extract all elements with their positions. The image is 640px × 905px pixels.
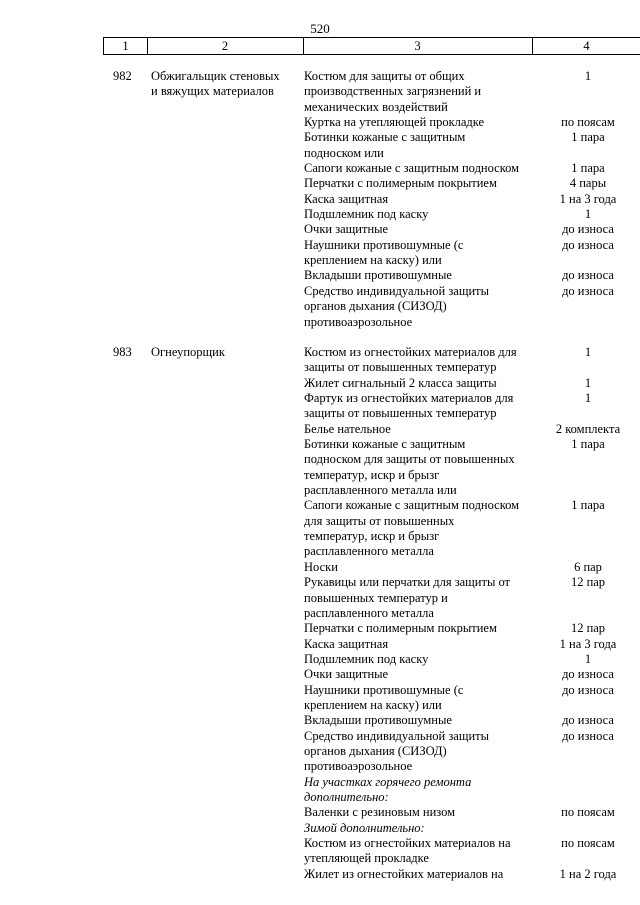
equipment-name-line: противоаэрозольное [304, 314, 413, 329]
equipment-name-line: защиты от повышенных температур [304, 406, 497, 421]
equipment-item [304, 637, 640, 652]
equipment-item [304, 422, 640, 437]
equipment-name-line: Очки защитные [304, 222, 389, 237]
profession-name-line: и вяжущих материалов [151, 84, 274, 99]
equipment-item [304, 222, 640, 237]
equipment-name [304, 437, 536, 498]
equipment-quantity: 1 [584, 651, 592, 666]
equipment-name-line: Сапоги кожаные с защитным подноском [304, 498, 520, 513]
equipment-name [304, 376, 536, 391]
equipment-item [304, 268, 640, 283]
header-col-3: 3 [414, 39, 421, 53]
equipment-name [304, 621, 536, 636]
equipment-item [304, 376, 640, 391]
equipment-name-line: Сапоги кожаные с защитным подноском [304, 161, 520, 176]
equipment-quantity: до износа [562, 222, 614, 237]
equipment-quantity: по поясам [561, 836, 615, 850]
equipment-name-line: Вкладыши противошумные [304, 268, 452, 283]
equipment-name-line: производственных загрязнений и [304, 84, 482, 99]
equipment-name [304, 115, 536, 130]
equipment-name [304, 268, 536, 283]
equipment-quantity [536, 775, 640, 806]
equipment-item [304, 867, 640, 882]
equipment-name [304, 238, 536, 269]
equipment-quantity: 1 пара [571, 161, 605, 176]
equipment-quantity: 1 на 2 года [559, 866, 617, 881]
equipment-name-line: Костюм для защиты от общих [304, 69, 465, 83]
equipment-quantity: 1 на 3 года [559, 191, 617, 206]
equipment-name-line: Перчатки с полимерным покрытием [304, 621, 497, 636]
equipment-name-line: расплавленного металла [304, 605, 434, 620]
equipment-quantity: до износа [562, 268, 614, 283]
equipment-item [304, 683, 640, 714]
equipment-quantity: 1 [584, 391, 592, 406]
equipment-quantity [536, 821, 640, 836]
equipment-quantity: 1 [584, 69, 592, 83]
equipment-item [304, 652, 640, 667]
equipment-name [304, 176, 536, 191]
equipment-name [304, 345, 536, 376]
profession-name-line: Обжигальщик стеновых [151, 69, 280, 83]
equipment-item [304, 729, 640, 775]
equipment-name-line: Каска защитная [304, 636, 389, 651]
equipment-name [304, 69, 536, 115]
equipment-name-line: Наушники противошумные (с [304, 237, 464, 252]
equipment-quantity: 1 [584, 375, 592, 390]
equipment-name [304, 207, 536, 222]
equipment-quantity: до износа [562, 237, 614, 252]
equipment-name-line: Средство индивидуальной защиты [304, 728, 490, 743]
equipment-quantity: 1 пара [571, 130, 605, 145]
equipment-name-line: Жилет из огнестойких материалов на [304, 866, 504, 881]
equipment-item [304, 713, 640, 728]
header-col-4: 4 [583, 39, 590, 53]
profession-name-line: Огнеупорщик [151, 345, 225, 359]
equipment-name-line: Подшлемник под каску [304, 207, 429, 222]
equipment-name [304, 130, 536, 161]
equipment-name-line: Костюм из огнестойких материалов для [304, 345, 517, 359]
equipment-quantity: до износа [562, 728, 614, 743]
equipment-name-line: Средство индивидуальной защиты [304, 283, 490, 298]
equipment-name-line: креплением на каску) или [304, 697, 442, 712]
equipment-name-line: Ботинки кожаные с защитным [304, 437, 466, 452]
equipment-name-line: температур, искр и брызг [304, 467, 440, 482]
equipment-quantity: 1 на 3 года [559, 636, 617, 651]
equipment-quantity: 4 пары [569, 176, 607, 191]
equipment-name [304, 637, 536, 652]
equipment-name-line: подноском или [304, 145, 384, 160]
profession-name [151, 69, 301, 100]
equipment-item [304, 775, 640, 806]
equipment-item [304, 345, 640, 376]
equipment-item [304, 192, 640, 207]
equipment-item [304, 575, 640, 621]
equipment-item [304, 391, 640, 422]
equipment-name-line: подноском для защиты от повышенных [304, 452, 515, 467]
page-number: 520 [310, 21, 330, 36]
equipment-name [304, 192, 536, 207]
equipment-name-line: креплением на каску) или [304, 253, 442, 268]
equipment-name-line: Куртка на утепляющей прокладке [304, 115, 485, 130]
equipment-name-line: Очки защитные [304, 667, 389, 682]
equipment-list [304, 345, 640, 882]
equipment-quantity: 12 пар [570, 621, 606, 636]
equipment-item [304, 207, 640, 222]
equipment-name [304, 652, 536, 667]
equipment-quantity: 1 пара [571, 498, 605, 513]
equipment-name-line: противоаэрозольное [304, 759, 413, 774]
equipment-name-line: расплавленного металла [304, 544, 434, 559]
equipment-name-line: Перчатки с полимерным покрытием [304, 176, 497, 191]
equipment-name [304, 284, 536, 330]
equipment-name [304, 560, 536, 575]
equipment-quantity: 1 [584, 207, 592, 222]
equipment-quantity: 1 пара [571, 437, 605, 452]
equipment-name-line: для защиты от повышенных [304, 513, 455, 528]
equipment-name-line: органов дыхания (СИЗОД) [304, 743, 447, 758]
equipment-name-line: Каска защитная [304, 191, 389, 206]
equipment-item [304, 115, 640, 130]
header-col-2: 2 [221, 39, 229, 53]
equipment-name-line: Жилет сигнальный 2 класса защиты [304, 375, 497, 390]
equipment-item [304, 130, 640, 161]
equipment-name-line: Вкладыши противошумные [304, 713, 452, 728]
equipment-quantity: 12 пар [570, 575, 606, 590]
equipment-list [304, 69, 640, 330]
profession-name [151, 345, 301, 360]
equipment-name [304, 867, 536, 882]
equipment-name-line: Наушники противошумные (с [304, 682, 464, 697]
equipment-quantity: по поясам [561, 805, 615, 820]
equipment-item [304, 498, 640, 559]
entry-number: 983 [113, 345, 132, 359]
equipment-name-line: Костюм из огнестойких материалов на [304, 836, 511, 850]
equipment-name [304, 713, 536, 728]
table-header [103, 37, 640, 55]
equipment-name [304, 575, 536, 621]
equipment-name [304, 836, 536, 867]
equipment-item [304, 238, 640, 269]
equipment-name-line: защиты от повышенных температур [304, 360, 497, 375]
equipment-name [304, 222, 536, 237]
equipment-quantity: 2 комплекта [555, 421, 621, 436]
equipment-name-line: температур, искр и брызг [304, 529, 440, 544]
equipment-item [304, 821, 640, 836]
header-col-1: 1 [122, 39, 129, 53]
equipment-item [304, 69, 640, 115]
equipment-quantity: 1 [584, 345, 592, 359]
equipment-name-line: утепляющей прокладке [304, 851, 429, 866]
equipment-item [304, 437, 640, 498]
equipment-name-line: Зимой дополнительно: [304, 820, 425, 835]
equipment-item [304, 667, 640, 682]
equipment-name-line: Ботинки кожаные с защитным [304, 130, 466, 145]
equipment-name [304, 422, 536, 437]
equipment-name [304, 667, 536, 682]
equipment-name-line: Белье нательное [304, 421, 391, 436]
equipment-name-line: Носки [304, 559, 338, 574]
equipment-item [304, 560, 640, 575]
equipment-name-line: Рукавицы или перчатки для защиты от [304, 575, 511, 590]
equipment-name [304, 729, 536, 775]
equipment-item [304, 284, 640, 330]
equipment-name [304, 391, 536, 422]
equipment-quantity: до износа [562, 283, 614, 298]
equipment-name-line: Фартук из огнестойких материалов для [304, 391, 514, 406]
equipment-quantity: до износа [562, 713, 614, 728]
equipment-name [304, 161, 536, 176]
equipment-name-line: Валенки с резиновым низом [304, 805, 456, 820]
equipment-item [304, 836, 640, 867]
equipment-name-line: дополнительно: [304, 789, 389, 804]
equipment-quantity: до износа [562, 682, 614, 697]
equipment-name-line: повышенных температур и [304, 590, 448, 605]
equipment-name-line: На участках горячего ремонта [304, 774, 472, 789]
equipment-item [304, 621, 640, 636]
section-note [304, 775, 536, 806]
entry-number: 982 [113, 69, 132, 83]
equipment-name [304, 498, 536, 559]
equipment-quantity: до износа [562, 667, 614, 682]
equipment-name-line: Подшлемник под каску [304, 651, 429, 666]
equipment-quantity: 6 пар [574, 559, 602, 574]
equipment-name-line: механических воздействий [304, 99, 448, 114]
equipment-quantity: по поясам [561, 115, 615, 130]
equipment-name [304, 683, 536, 714]
equipment-item [304, 161, 640, 176]
equipment-item [304, 176, 640, 191]
section-note [304, 821, 536, 836]
equipment-name [304, 805, 536, 820]
equipment-name-line: расплавленного металла или [304, 483, 457, 498]
equipment-item [304, 805, 640, 820]
equipment-name-line: органов дыхания (СИЗОД) [304, 299, 447, 314]
